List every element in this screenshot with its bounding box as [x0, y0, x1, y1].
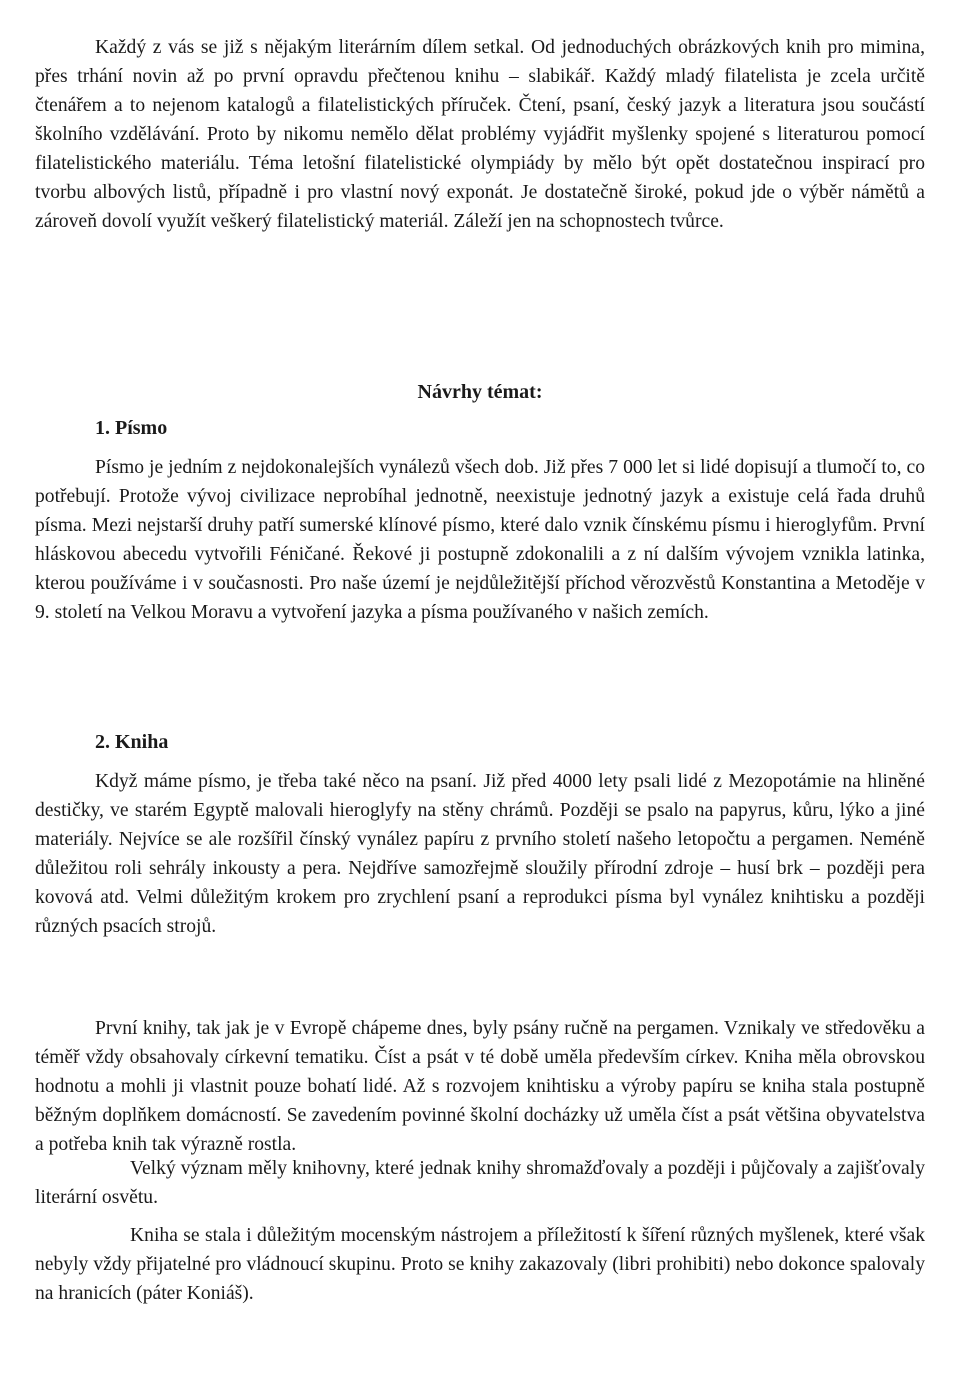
kniha-paragraph-1: Když máme písmo, je třeba také něco na psaní. Již před 4000 lety psali lidé z Mezopotámie na hliněné destičky, ve starém Egyptě malovali hieroglyfy na stěny chrámů. Později se psalo na papyrus, kůru, lýko a jiné materiály. Nejvíce se ale rozšířil čínský vynález papíru z prvního století našeho letopočtu a pergamen. Neméně důležitou roli sehrály inkousty a pera. Nejdříve samozřejmě sloužily přírodní zdroje – husí brk – později pera kovová atd. Velmi důležitým krokem pro zrychlení psaní a reprodukci písma byl vynález knihtisku a později různých psacích strojů. [35, 771, 925, 937]
topics-heading: Návrhy témat: [417, 381, 543, 403]
section-heading-pismo: 1. Písmo [95, 417, 168, 439]
pismo-paragraph: Písmo je jedním z nejdokonalejších vynálezů všech dob. Již přes 7 000 let si lidé dopisují a tlumočí to, co potřebují. Protože vývoj civilizace neprobíhal jednotně, neexistuje jednotný jazyk a existuje celá řada druhů písma. Mezi nejstarší druhy patří sumerské klínové písmo, které dalo vznik čínskému písmu i hieroglyfům. První hláskovou abecedu vytvořili Féničané. Řekové ji postupně zdokonalili a z ní dalším vývojem vznikla latinka, kterou používáme i v současnosti. Pro naše území je nejdůležitější příchod věrozvěstů Konstantina a Metoděje v 9. století na Velkou Moravu a vytvoření jazyka a písma používaného v našich zemích. [35, 457, 925, 623]
kniha-paragraph-4: Kniha se stala i důležitým mocenským nástrojem a příležitostí k šíření různých myšlenek, které však nebyly vždy přijatelné pro vládnoucí skupinu. Proto se knihy zakazovaly (libri prohibiti) nebo dokonce spalovaly na hranicích (páter Koniáš). [35, 1225, 925, 1304]
intro-paragraph: Každý z vás se již s nějakým literárním dílem setkal. Od jednoduchých obrázkových knih pro mimina, přes trhání novin až po první opravdu přečtenou knihu – slabikář. Každý mladý filatelista je zcela určitě čtenářem a to nejenom katalogů a filatelistických příruček. Čtení, psaní, český jazyk a literatura jsou součástí školního vzdělávání. Proto by nikomu nemělo dělat problémy vyjádřit myšlenky spojené s literaturou pomocí filatelistického materiálu. Téma letošní filatelistické olympiády by mělo být opět dostatečnou inspirací pro tvorbu albových listů, případně i pro vlastní nový exponát. Je dostatečně široké, pokud jde o výběr námětů a zároveň dovolí využít veškerý filatelistický materiál. Záleží jen na schopnostech tvůrce. [35, 37, 925, 232]
section-heading-kniha: 2. Kniha [95, 731, 169, 753]
kniha-paragraph-2: První knihy, tak jak je v Evropě chápeme dnes, byly psány ručně na pergamen. Vznikaly ve středověku a téměř vždy obsahovaly církevní tematiku. Číst a psát v té době uměla především církev. Kniha měla obrovskou hodnotu a mohli ji vlastnit pouze bohatí lidé. Až s rozvojem knihtisku a výroby papíru se kniha stala postupně běžným doplňkem domácností. Se zavedením povinné školní docházky už uměla číst a psát většina obyvatelstva a potřeba knih tak výrazně rostla. [35, 1018, 925, 1155]
kniha-paragraph-3: Velký význam měly knihovny, které jednak knihy shromažďovaly a později i půjčovaly a zajišťovaly literární osvětu. [35, 1158, 925, 1208]
